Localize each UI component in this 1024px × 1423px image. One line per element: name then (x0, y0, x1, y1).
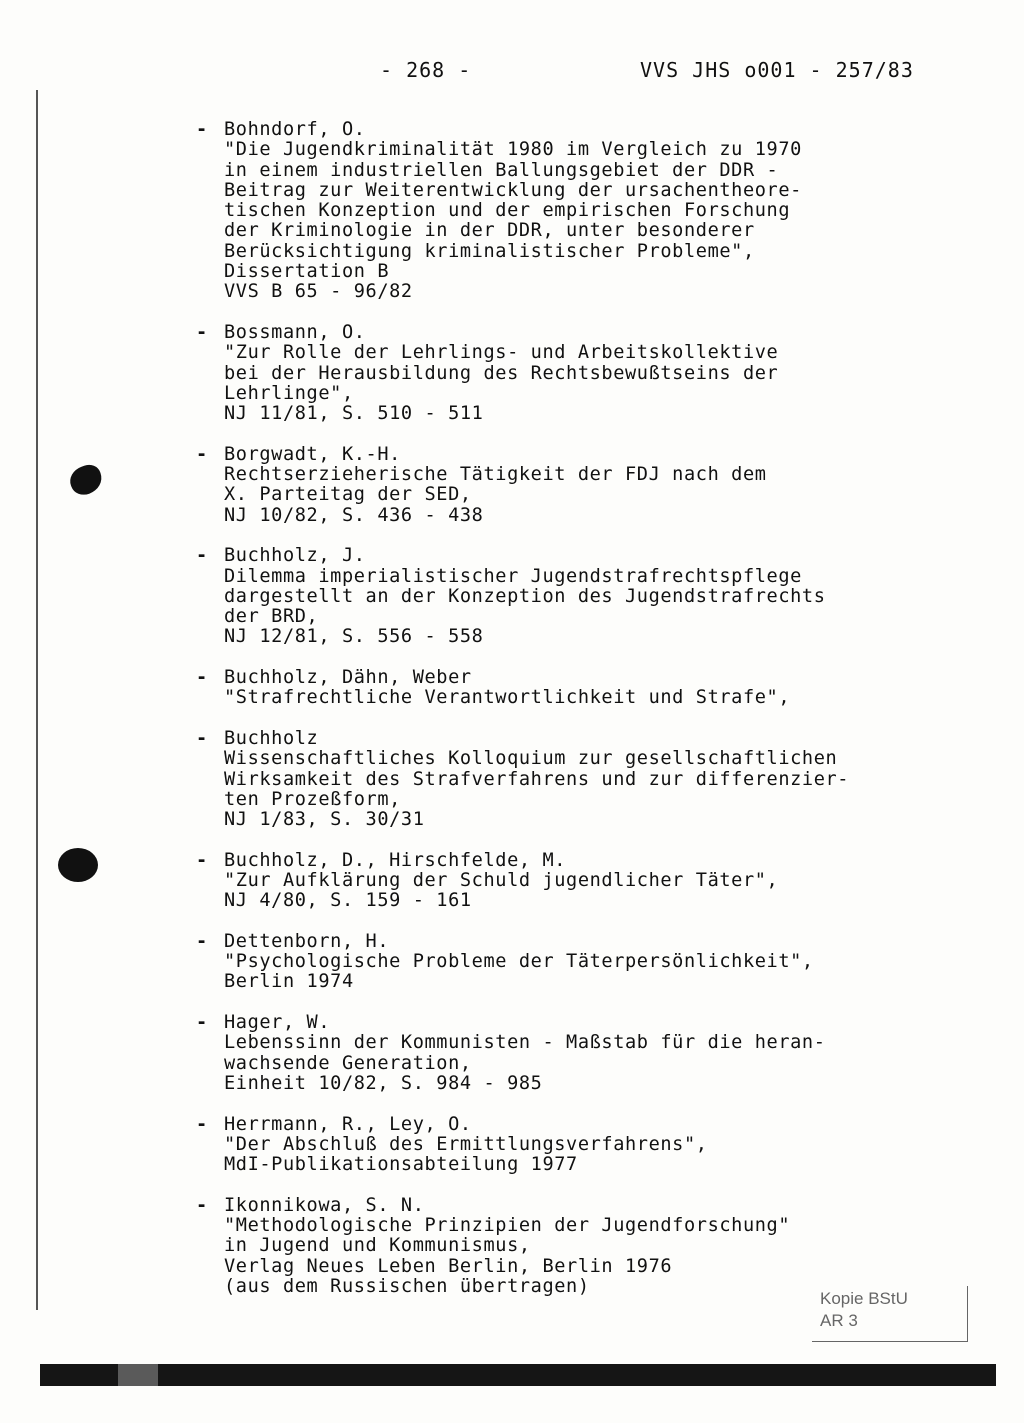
entry-author: Ikonnikowa, S. N. (224, 1194, 425, 1216)
entry-author: Buchholz (224, 727, 319, 749)
entry-line: in einem industriellen Ballungsgebiet der DDR - (224, 159, 779, 181)
bibliography-entry (196, 323, 956, 424)
entry-line: Lebenssinn der Kommunisten - Maßstab für die heran- (224, 1032, 826, 1054)
entry-line: X. Parteitag der SED, (224, 484, 472, 506)
scan-bottom-bar (40, 1364, 996, 1386)
bibliography-entry (196, 729, 956, 830)
entry-line: der BRD, (224, 606, 319, 628)
entry-author: Herrmann, R., Ley, O. (224, 1113, 472, 1135)
entry-dash: - (196, 1012, 208, 1034)
entry-line: Dilemma imperialistischer Jugendstrafrechtspflege (224, 565, 802, 587)
stamp-line-1: Kopie BStU (820, 1289, 908, 1308)
entry-line: "Psychologische Probleme der Täterpersönlichkeit", (224, 951, 814, 973)
entry-line: "Der Abschluß des Ermittlungsverfahrens", (224, 1133, 708, 1155)
entry-line: "Zur Rolle der Lehrlings- und Arbeitskollektive (224, 342, 779, 364)
bibliography-entry (196, 120, 956, 303)
bibliography-entry (196, 668, 956, 709)
entry-dash: - (196, 1113, 208, 1135)
entry-line: "Zur Aufklärung der Schuld jugendlicher Täter", (224, 869, 779, 891)
entry-line: Berlin 1974 (224, 971, 354, 993)
entry-dash: - (196, 545, 208, 567)
entry-author: Buchholz, J. (224, 545, 366, 567)
entry-line: MdI-Publikationsabteilung 1977 (224, 1154, 578, 1176)
ink-blot-mark (66, 461, 106, 498)
punch-hole-mark (58, 848, 98, 882)
document-reference: VVS JHS o001 - 257/83 (640, 58, 914, 82)
bibliography-entry (196, 445, 956, 526)
entry-line: Verlag Neues Leben Berlin, Berlin 1976 (224, 1255, 673, 1277)
entry-line: Beitrag zur Weiterentwicklung der ursachentheore- (224, 179, 802, 201)
archive-stamp (812, 1286, 968, 1342)
entry-line: NJ 1/83, S. 30/31 (224, 809, 425, 831)
entry-author: Dettenborn, H. (224, 930, 390, 952)
entry-dash: - (196, 930, 208, 952)
stamp-line-2: AR 3 (820, 1311, 858, 1330)
entry-author: Borgwadt, K.-H. (224, 443, 401, 465)
entry-dash: - (196, 1194, 208, 1216)
bibliography-list (196, 120, 956, 1297)
left-margin-line (36, 90, 38, 1310)
entry-author: Bossmann, O. (224, 321, 366, 343)
entry-dash: - (196, 667, 208, 689)
entry-line: Einheit 10/82, S. 984 - 985 (224, 1072, 543, 1094)
entry-line: NJ 12/81, S. 556 - 558 (224, 626, 484, 648)
entry-author: Hager, W. (224, 1012, 331, 1034)
entry-dash: - (196, 321, 208, 343)
entry-line: "Strafrechtliche Verantwortlichkeit und Strafe", (224, 687, 791, 709)
entry-line: "Die Jugendkriminalität 1980 im Vergleich zu 1970 (224, 139, 802, 161)
entry-line: NJ 11/81, S. 510 - 511 (224, 403, 484, 425)
entry-line: tischen Konzeption und der empirischen Forschung (224, 200, 791, 222)
entry-dash: - (196, 119, 208, 140)
entry-author: Buchholz, D., Hirschfelde, M. (224, 849, 567, 871)
entry-author: Bohndorf, O. (224, 119, 366, 140)
entry-line: Wissenschaftliches Kolloquium zur gesellschaftlichen (224, 748, 838, 770)
entry-line: Dissertation B (224, 261, 390, 283)
entry-line: "Methodologische Prinzipien der Jugendforschung" (224, 1215, 791, 1237)
entry-author: Buchholz, Dähn, Weber (224, 667, 472, 689)
entry-dash: - (196, 727, 208, 749)
entry-line: wachsende Generation, (224, 1052, 472, 1074)
entry-line: in Jugend und Kommunismus, (224, 1235, 531, 1257)
entry-line: Berücksichtigung kriminalistischer Probleme", (224, 240, 755, 262)
entry-line: NJ 10/82, S. 436 - 438 (224, 504, 484, 526)
bibliography-entry (196, 546, 956, 647)
scan-bar-gap (118, 1364, 158, 1386)
entry-line: VVS B 65 - 96/82 (224, 281, 413, 303)
bibliography-entry (196, 851, 956, 912)
entry-line: Rechtserzieherische Tätigkeit der FDJ nach dem (224, 464, 767, 486)
entry-line: der Kriminologie in der DDR, unter besonderer (224, 220, 755, 242)
bibliography-entry (196, 1196, 956, 1297)
page-number: - 268 - (380, 58, 472, 82)
entry-line: Lehrlinge", (224, 382, 354, 404)
entry-line: bei der Herausbildung des Rechtsbewußtseins der (224, 362, 779, 384)
bibliography-entry (196, 1013, 956, 1094)
entry-line: NJ 4/80, S. 159 - 161 (224, 890, 472, 912)
entry-dash: - (196, 849, 208, 871)
bibliography-entry (196, 932, 956, 993)
entry-line: (aus dem Russischen übertragen) (224, 1275, 590, 1297)
entry-line: Wirksamkeit des Strafverfahrens und zur differenzier- (224, 768, 850, 790)
entry-line: dargestellt an der Konzeption des Jugendstrafrechts (224, 585, 826, 607)
entry-dash: - (196, 443, 208, 465)
entry-line: ten Prozeßform, (224, 788, 401, 810)
bibliography-entry (196, 1115, 956, 1176)
